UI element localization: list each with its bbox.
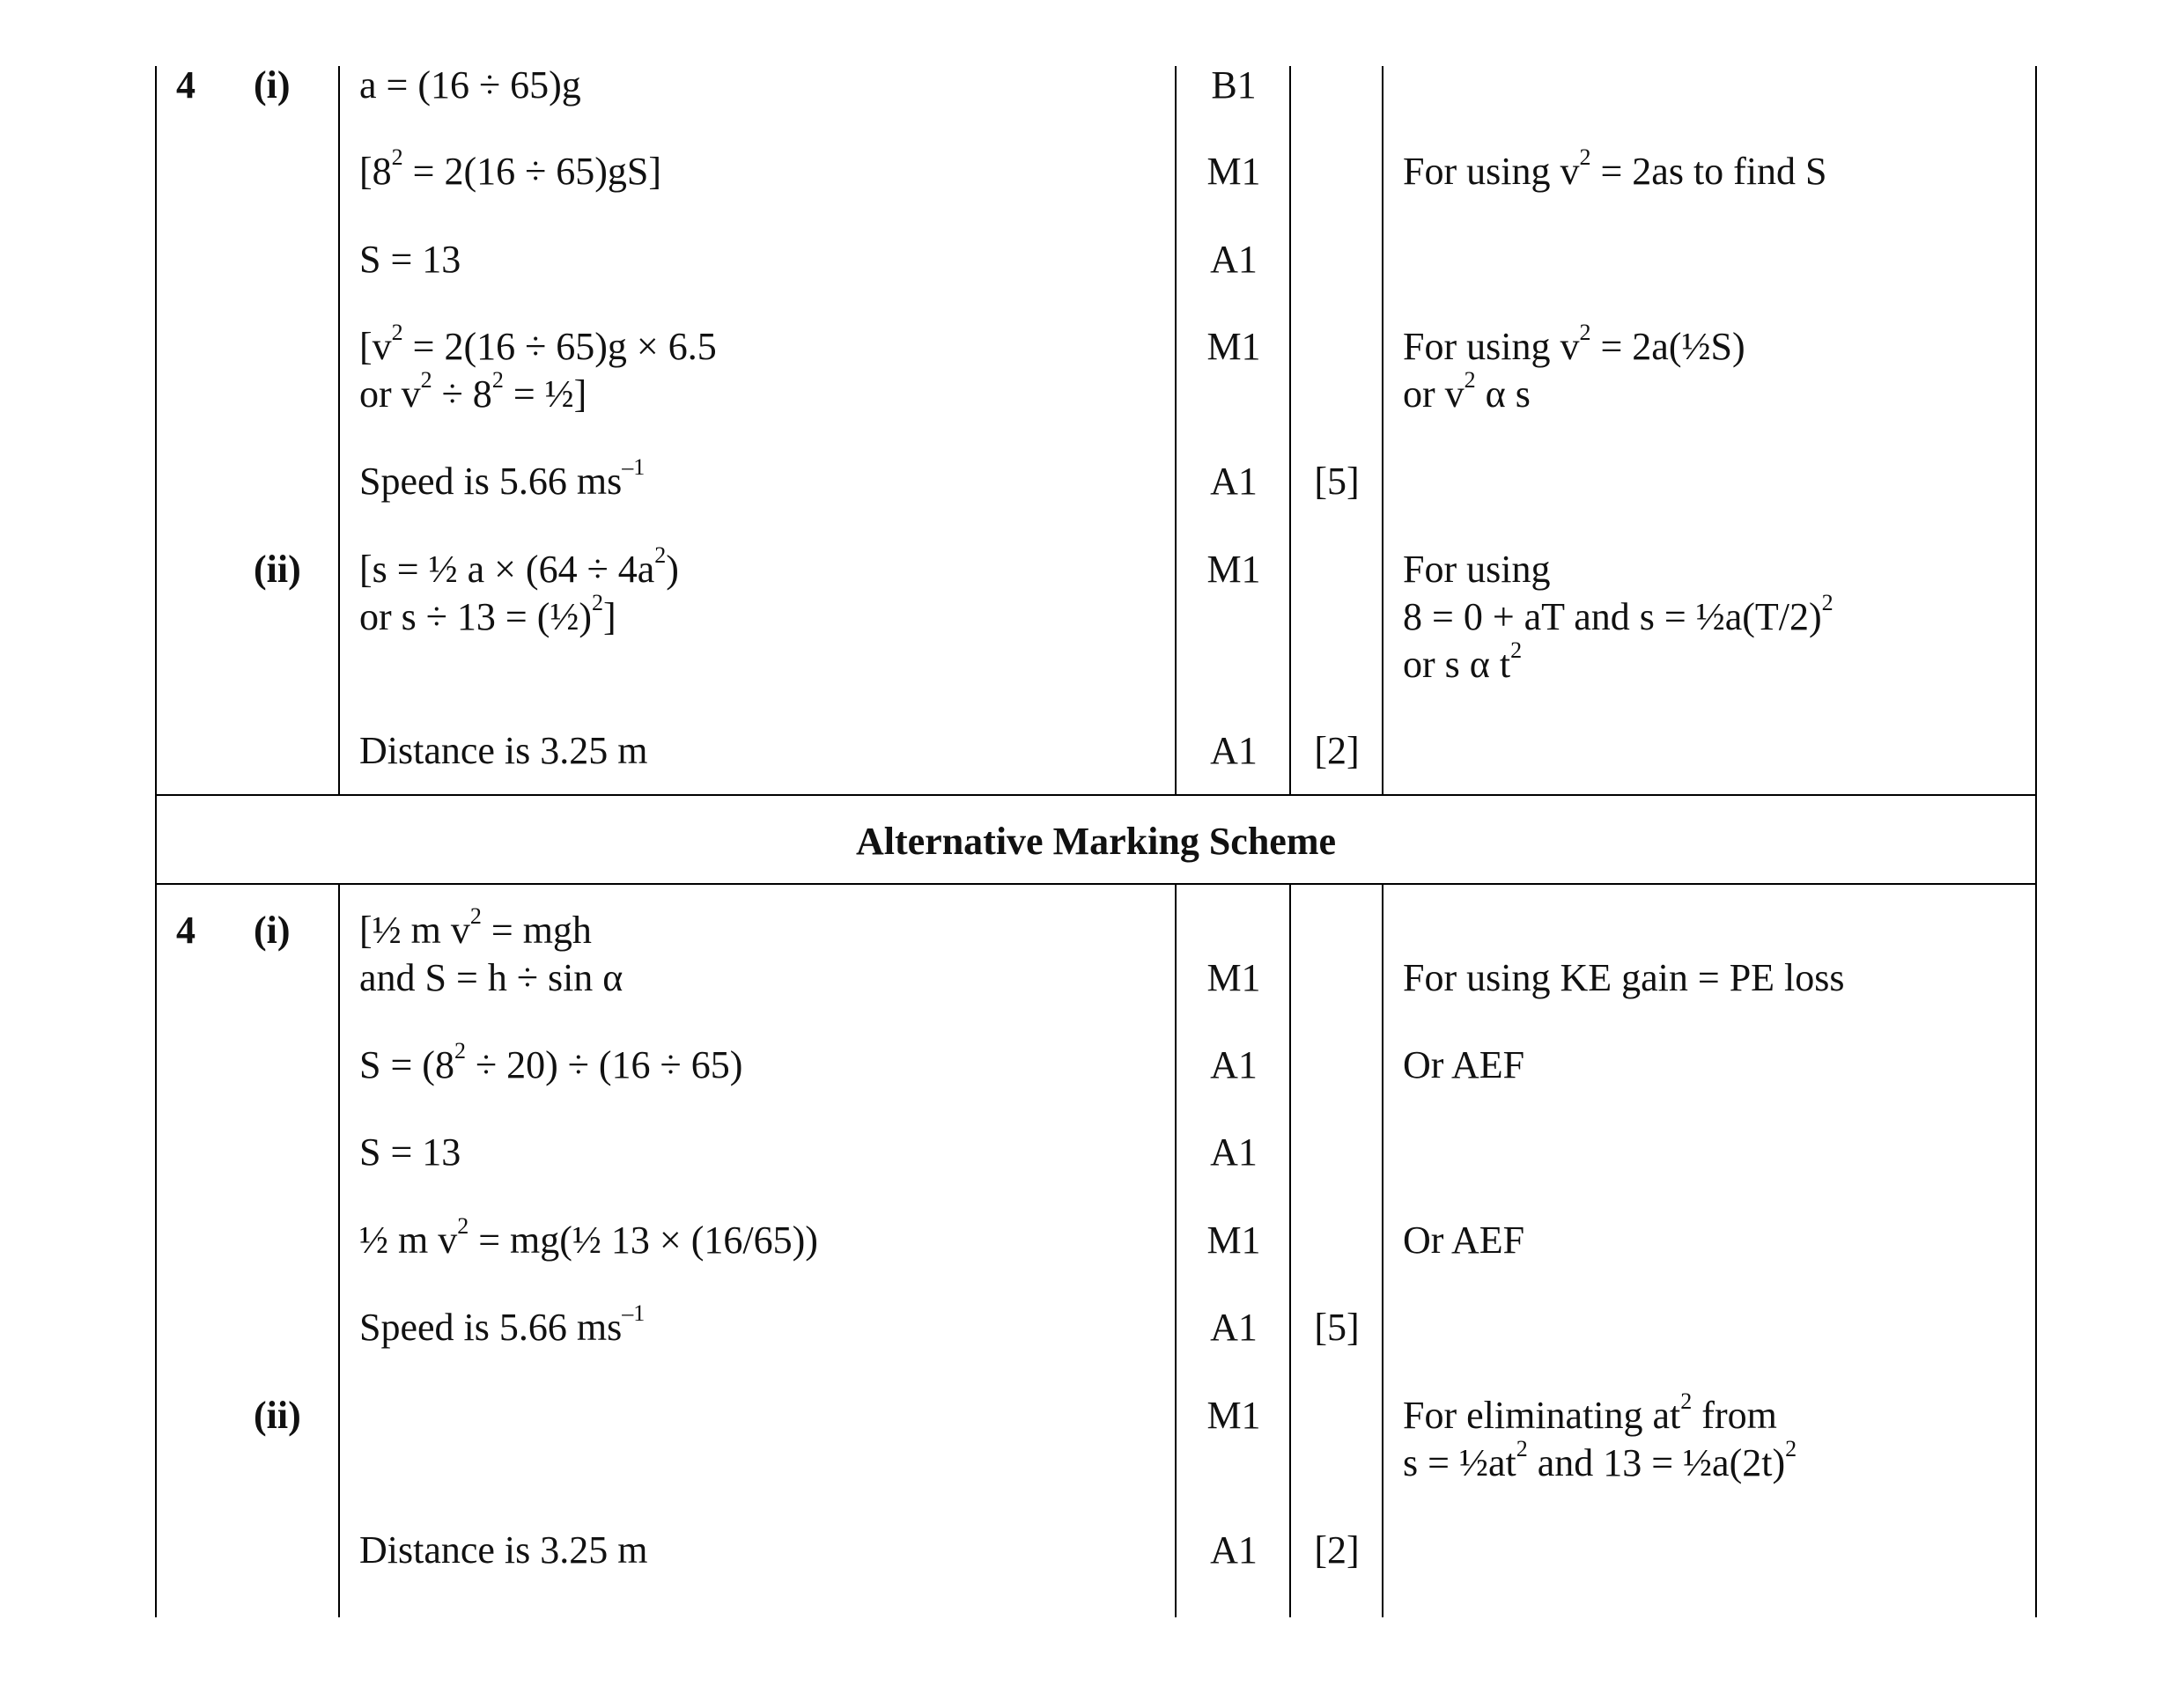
mark-code: A1	[1210, 238, 1258, 281]
column-divider	[338, 66, 340, 794]
alternative-scheme-heading: Alternative Marking Scheme	[856, 820, 1336, 863]
part-total: [2]	[1314, 1528, 1360, 1572]
working-line: [$v^2 = 2(16 \div 65)g \times 6.5$	[359, 320, 717, 368]
row-divider	[155, 883, 2037, 885]
working-line: [½ m $v^2$ = mgh	[359, 903, 592, 952]
working-line: S = 13	[359, 1130, 461, 1174]
working-line: or s ÷ 13 = (½)$^2$]	[359, 590, 616, 638]
mark-code: A1	[1210, 460, 1258, 503]
mark-code: B1	[1211, 63, 1257, 107]
column-divider	[338, 883, 340, 1617]
mark-code: A1	[1210, 1528, 1258, 1572]
working-line: a = (16 ÷ 65)g	[359, 63, 581, 107]
part-total: [5]	[1314, 460, 1360, 503]
mark-code: M1	[1206, 150, 1261, 193]
guidance-note: For using KE gain = PE loss	[1403, 956, 1845, 999]
guidance-note: 8 = 0 + aT and $s = \frac{1}{2}a(T/2)^2$	[1403, 590, 1834, 638]
guidance-note: For using	[1403, 548, 1551, 591]
working-line: $[8^2 = 2(16 \div 65)gS]$	[359, 144, 662, 193]
mark-code: M1	[1206, 1394, 1261, 1437]
part-label: (ii)	[254, 548, 301, 591]
part-label: (i)	[254, 63, 291, 107]
guidance-note: For using $v^2$ = 2a(½S)	[1403, 320, 1745, 368]
question-number: 4	[176, 63, 196, 107]
part-label: (i)	[254, 909, 291, 952]
row-divider	[155, 794, 2037, 796]
guidance-note: $s = \frac{1}{2}at^2$ and $13 = \frac{1}{2}a(2t)^2$	[1403, 1436, 1797, 1484]
guidance-note: For eliminating $at^2$ from	[1403, 1388, 1777, 1437]
mark-code: A1	[1210, 1306, 1258, 1349]
mark-code: M1	[1206, 956, 1261, 999]
mark-code: A1	[1210, 1043, 1258, 1086]
guidance-note: or $v^2$ α s	[1403, 367, 1531, 416]
mark-code: M1	[1206, 548, 1261, 591]
guidance-note: Or AEF	[1403, 1043, 1525, 1086]
mark-code: A1	[1210, 1130, 1258, 1174]
working-line: [s = ½ $a \times (64 \div 4a^2)$	[359, 542, 679, 591]
working-line: Distance is 3.25 m	[359, 729, 648, 772]
working-line: and S = h ÷ sin α	[359, 956, 623, 999]
part-total: [5]	[1314, 1306, 1360, 1349]
question-number: 4	[176, 909, 196, 952]
column-divider	[1382, 66, 1383, 794]
part-total: [2]	[1314, 729, 1360, 772]
working-line: $S = (8^2 \div 20) \div (16 \div 65)$	[359, 1038, 743, 1086]
working-line: or $v^2 \div 8^2$ = ½]	[359, 367, 587, 416]
guidance-note: For using $v^2 = 2as$ to find S	[1403, 144, 1827, 193]
table-border-right	[2035, 66, 2037, 1617]
mark-code: M1	[1206, 1218, 1261, 1262]
mark-code: M1	[1206, 325, 1261, 368]
working-line: Speed is 5.66 $ms^{-1}$	[359, 1300, 646, 1349]
working-line: Distance is 3.25 m	[359, 1528, 648, 1572]
mark-code: A1	[1210, 729, 1258, 772]
column-divider	[1382, 883, 1383, 1617]
working-line: ½ m $v^2$ = mg(½ 13 × (16/65))	[359, 1213, 818, 1262]
working-line: Speed is 5.66 $ms^{-1}$	[359, 454, 646, 503]
part-label: (ii)	[254, 1394, 301, 1437]
working-line: S = 13	[359, 238, 461, 281]
guidance-note: Or AEF	[1403, 1218, 1525, 1262]
guidance-note: or s α $t^2$	[1403, 637, 1523, 686]
